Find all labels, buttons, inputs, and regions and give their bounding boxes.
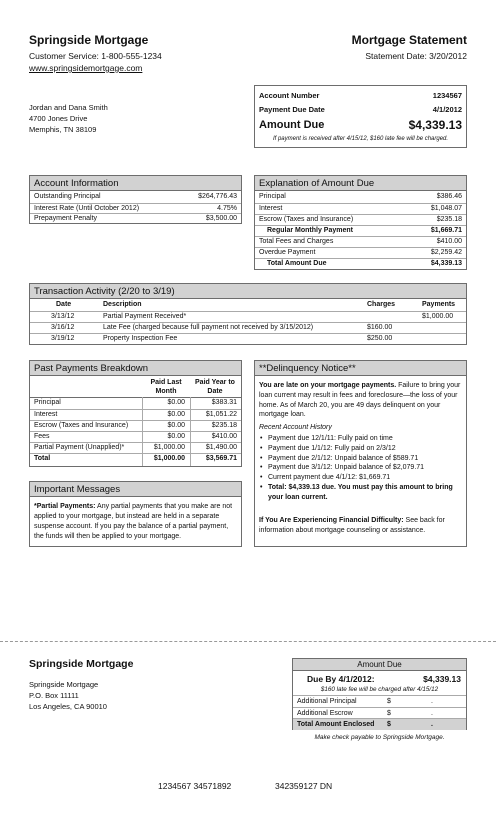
col-payments-header: Payments [422,301,456,308]
late-fee-note: If payment is received after 4/15/12, $160 late fee will be charged. [272,136,449,142]
due-date-label: Payment Due Date [259,105,325,114]
table-row [30,398,241,409]
row-last: $0.00 [167,411,185,418]
account-info-row [30,203,241,214]
statement-title: Mortgage Statement [351,33,467,47]
row-value: $410.00 [436,238,462,245]
history-list [259,434,462,503]
coupon-late-note: $160 late fee will be charged after 4/15/12 [320,686,439,693]
col-charges-header: Charges [367,301,396,308]
row-last: $0.00 [167,399,185,406]
coupon-due-amount: $4,339.13 [423,674,461,684]
row-last: $0.00 [167,433,185,440]
row-label: Total [34,455,51,462]
explanation-row-total [255,258,466,269]
table-row [30,442,241,453]
row-label: Interest Rate (Until October 2012) [34,204,140,212]
total-enclosed-dollar: $ [387,721,391,728]
table-row [30,431,241,442]
recipient-name: Jordan and Dana Smith [29,103,108,112]
row-label: Overdue Payment [259,249,316,256]
coupon-city: Los Angeles, CA 90010 [29,702,107,711]
row-label: Interest [259,205,283,212]
history-title: Recent Account History [259,424,332,431]
table-row [30,420,241,431]
coupon-po-box: P.O. Box 11111 [29,691,79,700]
transaction-header-row [30,300,466,311]
list-item: • Payment due 3/1/12: Unpaid balance of $2,079.71 [259,463,462,473]
delinquency-intro [259,381,462,420]
delinquency-notice-title: **Delinquency Notice** [255,361,466,376]
total-enclosed-dot: . [431,721,433,728]
partial-payments-text: Any partial payments that you make are not applied to your mortgage, but instead are held in a separate suspense account. If you pay the balance of a partial payment, the funds will then be applied to your mortgage. [34,503,233,540]
past-payments-box [29,360,242,467]
transaction-activity-title: Transaction Activity [34,286,116,297]
additional-escrow-row [293,707,466,719]
row-description: Property Inspection Fee [103,335,178,342]
explanation-row [255,236,466,247]
account-info-row [30,213,241,224]
hardship-note [259,516,462,536]
delinquency-text: Failure to bring your loan current may result in fees and foreclosure—the loss of your home. As of March 20, you are 49 days delinquent on your mortgage loan. [259,382,461,419]
account-info-box [29,175,242,224]
row-ytd: $410.00 [211,433,237,440]
row-description: Late Fee (charged because full payment not received by 3/15/2012) [103,324,314,331]
row-label: Escrow (Taxes and Insurance) [259,216,354,223]
list-item: • Current payment due 4/1/12: $1,669.71 [259,473,462,483]
table-row [30,333,466,344]
row-value: $264,776.43 [198,193,237,200]
table-row-total [30,453,241,464]
row-value: $1,048.07 [430,205,462,212]
additional-principal-row [293,695,466,707]
coupon-amount-header: Amount Due [293,659,466,671]
additional-principal-dot: . [431,698,433,705]
row-label: Principal [34,399,61,406]
row-value: $3,500.00 [205,215,237,222]
row-value: $235.18 [436,216,462,223]
row-label: Principal [259,193,286,200]
coupon-code-left: 1234567 34571892 [158,781,232,791]
row-label: Partial Payment (Unapplied)* [34,444,125,451]
recipient-city: Memphis, TN 38109 [29,125,97,134]
total-enclosed-row [293,718,466,730]
company-name: Springside Mortgage [29,33,149,47]
explanation-row [255,214,466,225]
row-ytd: $3,569.71 [205,455,237,462]
additional-escrow-label: Additional Escrow [297,709,353,717]
row-label: Total Fees and Charges [259,238,334,245]
partial-payments-lead: *Partial Payments: [34,503,96,510]
row-value: 4.75% [217,204,237,212]
company-website[interactable]: www.springsidemortgage.com [29,63,143,73]
coupon-company-name: Springside Mortgage [29,658,134,670]
row-label: Interest [34,411,58,418]
additional-escrow-dollar: $ [387,709,391,717]
statement-date: Statement Date: 3/20/2012 [365,51,467,61]
account-number: 1234567 [432,91,462,100]
row-label: Outstanding Principal [34,193,101,200]
recipient-street: 4700 Jones Drive [29,114,88,123]
row-label: Prepayment Penalty [34,215,98,222]
payable-note: Make check payable to Springside Mortgage. [314,734,445,741]
hardship-text: See back for information about mortgage counseling or assistance. [259,517,445,534]
col-paid-ytd-header: Paid Year to Date [195,379,235,395]
row-value: $4,339.13 [430,260,462,267]
coupon-due-label: Due By 4/1/2012: [307,674,375,684]
coupon-payee: Springside Mortgage [29,680,99,689]
important-messages-title: Important Messages [30,482,241,497]
additional-escrow-dot: . [431,709,433,717]
explanation-row [255,203,466,214]
row-value: $386.46 [436,193,462,200]
row-label: Total Amount Due [267,260,327,267]
summary-box [254,85,467,148]
list-item: • Payment due 12/1/11: Fully paid on time [259,434,462,444]
row-ytd: $1,051.22 [205,411,237,418]
row-date: 3/19/12 [51,335,75,342]
row-ytd: $1,490.00 [205,444,237,451]
col-paid-last-month-header: Paid Last Month [150,379,182,395]
coupon-amount-box [292,658,467,730]
explanation-title: Explanation of Amount Due [255,176,466,191]
row-last: $1,000.00 [153,444,185,451]
important-messages-box [29,481,242,547]
amount-due-label: Amount Due [259,119,325,131]
row-label: Escrow (Taxes and Insurance) [34,422,129,429]
total-enclosed-label: Total Amount Enclosed [297,721,375,728]
account-number-label: Account Number [259,91,320,100]
row-last: $0.00 [167,422,185,429]
row-ytd: $383.31 [211,399,237,406]
delinquency-notice-box [254,360,467,547]
row-charges: $160.00 [367,324,393,331]
explanation-row-regular-payment [255,225,466,236]
row-last: $1,000.00 [153,455,185,462]
explanation-row [255,247,466,258]
delinquency-lead: You are late on your mortgage payments. [259,382,397,389]
transaction-activity-header [30,284,466,299]
due-date: 4/1/2012 [432,105,462,114]
explanation-row [255,192,466,203]
list-item: • Payment due 2/1/12: Unpaid balance of $589.71 [259,454,462,464]
transaction-activity-period: (2/20 to 3/19) [118,286,175,297]
explanation-box [254,175,467,270]
row-label: Regular Monthly Payment [267,227,353,234]
col-date-header: Date [56,301,72,308]
coupon-code-right: 342359127 DN [275,781,333,791]
col-description-header: Description [103,301,142,308]
past-payments-title: Past Payments Breakdown [30,361,241,376]
row-value: $2,259.42 [430,249,462,256]
account-info-title: Account Information [30,176,241,191]
row-description: Partial Payment Received* [103,313,187,320]
row-date: 3/13/12 [51,313,75,320]
amount-due: $4,339.13 [408,118,462,132]
row-payments: $1,000.00 [422,313,454,320]
row-value: $1,669.71 [430,227,462,234]
important-message-body [34,502,237,542]
tear-off-line [0,641,496,642]
row-label: Fees [34,433,50,440]
customer-service: Customer Service: 1-800-555-1234 [29,51,162,61]
list-item: • Payment due 1/1/12: Fully paid on 2/3/12 [259,444,462,454]
row-charges: $250.00 [367,335,393,342]
additional-principal-dollar: $ [387,698,391,705]
hardship-lead: If You Are Experiencing Financial Difficulty: [259,517,404,524]
row-ytd: $235.18 [211,422,237,429]
transaction-activity-box [29,283,467,345]
table-row [30,311,466,322]
row-date: 3/16/12 [51,324,75,331]
account-info-row [30,192,241,203]
additional-principal-label: Additional Principal [297,698,357,705]
table-row [30,322,466,333]
list-item-total: • Total: $4,339.13 due. You must pay this amount to bring your loan current. [259,483,462,503]
table-row [30,409,241,420]
